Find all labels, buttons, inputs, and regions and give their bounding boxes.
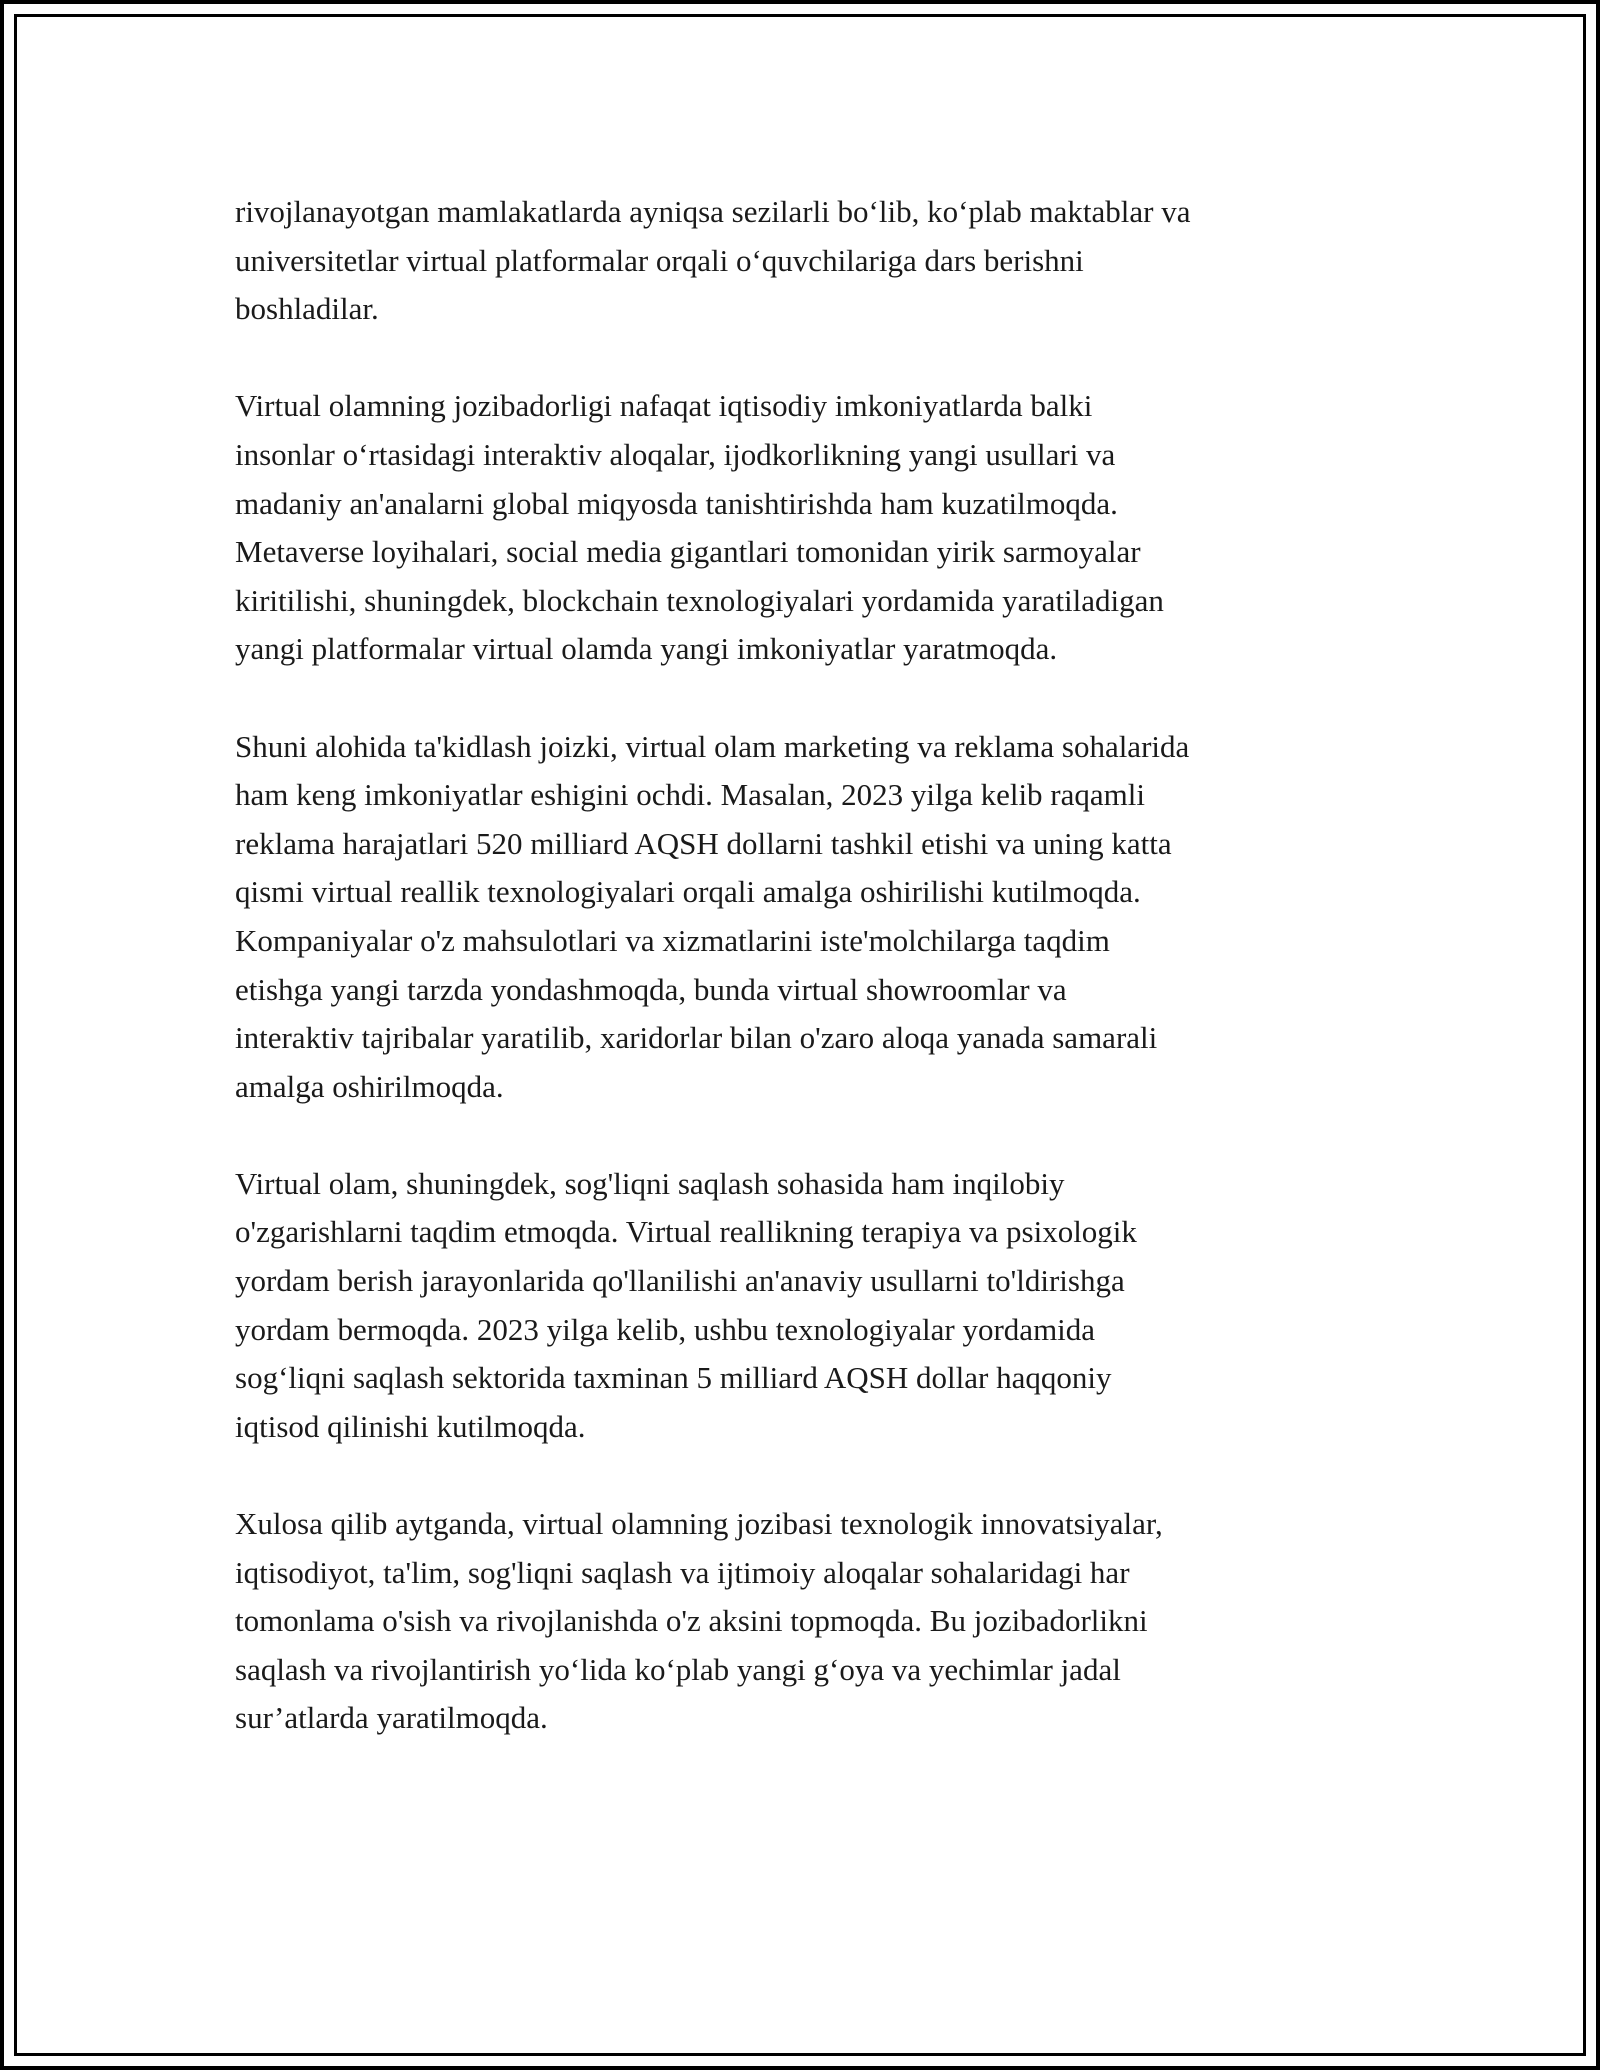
document-body [235, 188, 1385, 1792]
paragraph-3: Shuni alohida ta'kidlash joizki, virtual olam marketing va reklama sohalarida ham keng imkoniyatlar eshigini ochdi. Masalan, 2023 yilga kelib raqamli reklama harajatlari 520 milliard AQSH dollarni tashkil etishi va uning katta qismi virtual reallik texnologiyalari orqali amalga oshirilishi kutilmoqda. Kompaniyalar o'z mahsulotlari va xizmatlarini iste'molchilarga taqdim etishga yangi tarzda yondashmoqda, bunda virtual showroomlar va interaktiv tajribalar yaratilib, xaridorlar bilan o'zaro aloqa yanada samarali amalga oshirilmoqda. [235, 728, 1190, 1104]
paragraph-5: Xulosa qilib aytganda, virtual olamning jozibasi texnologik innovatsiyalar, iqtisodiyot, ta'lim, sog'liqni saqlash va ijtimoiy aloqalar sohalaridagi har tomonlama o'sish va rivojlanishda o'z aksini topmoqda. Bu jozibadorlikni saqlash va rivojlantirish yo‘lida ko‘plab yangi g‘oya va yechimlar jadal sur’atlarda yaratilmoqda. [235, 1506, 1163, 1736]
paragraph-2: Virtual olamning jozibadorligi nafaqat iqtisodiy imkoniyatlarda balki insonlar o‘rtasidagi interaktiv aloqalar, ijodkorlikning yangi usullari va madaniy an'analarni global miqyosda tanishtirishda ham kuzatilmoqda. Metaverse loyihalari, social media gigantlari tomonidan yirik sarmoyalar kiritilishi, shuningdek, blockchain texnologiyalari yordamida yaratiladigan yangi platformalar virtual olamda yangi imkoniyatlar yaratmoqda. [235, 388, 1164, 667]
paragraph-1: rivojlanayotgan mamlakatlarda ayniqsa sezilarli bo‘lib, ko‘plab maktablar va universitetlar virtual platformalar orqali o‘quvchilariga dars berishni boshladilar. [235, 194, 1191, 327]
paragraph-4: Virtual olam, shuningdek, sog'liqni saqlash sohasida ham inqilobiy o'zgarishlarni taqdim etmoqda. Virtual reallikning terapiya va psixologik yordam berish jarayonlarida qo'llanilishi an'anaviy usullarni to'ldirishga yordam bermoqda. 2023 yilga kelib, ushbu texnologiyalar yordamida sog‘liqni saqlash sektorida taxminan 5 milliard AQSH dollar haqqoniy iqtisod qilinishi kutilmoqda. [235, 1165, 1137, 1444]
